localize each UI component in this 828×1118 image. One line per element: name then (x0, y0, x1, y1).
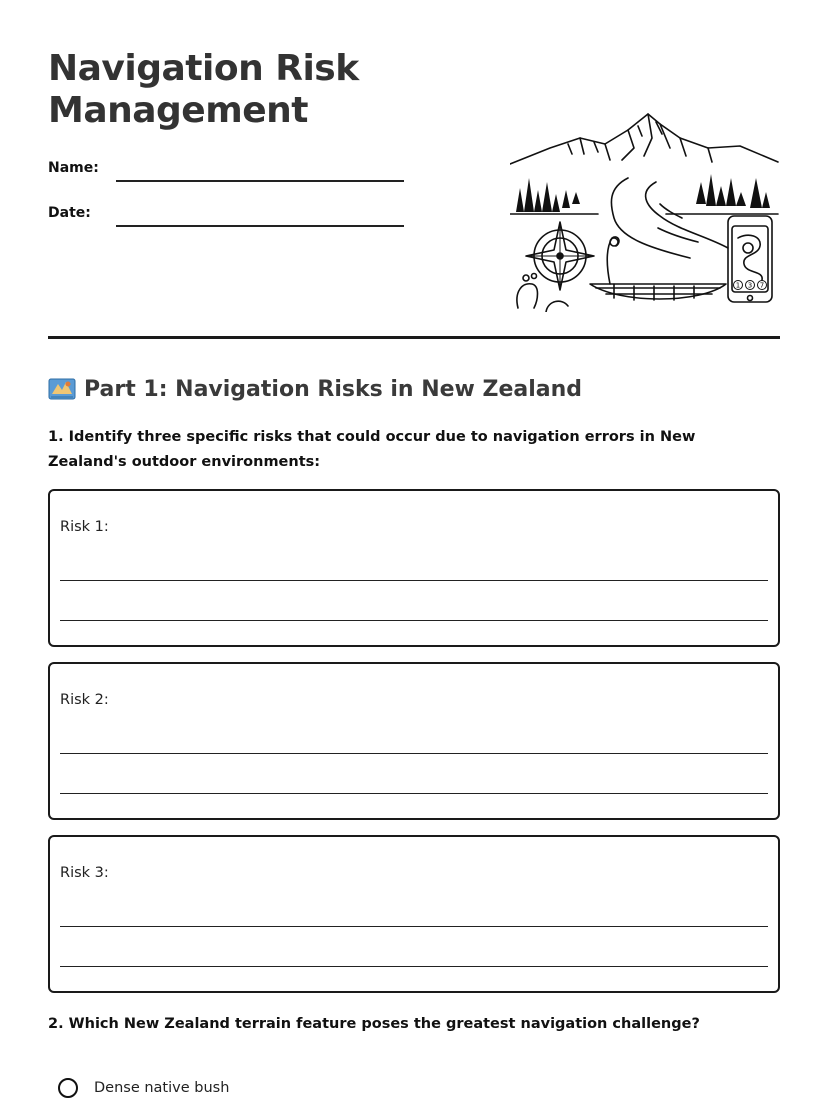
risk-label-1: Risk 1: (60, 519, 109, 535)
date-field[interactable] (116, 225, 404, 227)
date-label: Date: (48, 205, 91, 221)
answer-line[interactable] (60, 966, 768, 967)
part1-heading-text: Part 1: Navigation Risks in New Zealand (84, 376, 583, 402)
question-1: 1. Identify three specific risks that could occur due to navigation errors in New Zealand's outdoor environments: (48, 429, 696, 470)
radio-button[interactable] (58, 1078, 78, 1098)
risk-answer-box-3[interactable] (48, 835, 780, 993)
waka-canoe-icon (590, 237, 726, 300)
name-field[interactable] (116, 180, 404, 182)
risk-label-3: Risk 3: (60, 865, 109, 881)
name-label: Name: (48, 160, 99, 176)
option-label: Dense native bush (94, 1080, 230, 1096)
section-divider (48, 336, 780, 339)
answer-line[interactable] (60, 793, 768, 794)
option-dense-native-bush[interactable] (58, 1078, 229, 1098)
mountain-icon (510, 114, 778, 164)
phone-button-1: 1 (735, 281, 741, 290)
map-icon (48, 376, 76, 402)
risk-answer-box-1[interactable] (48, 489, 780, 647)
page-title (48, 48, 359, 132)
compass-icon (526, 222, 594, 290)
answer-line[interactable] (60, 620, 768, 621)
title-line-1: Navigation Risk (48, 48, 359, 89)
header-illustration (510, 108, 782, 312)
answer-line[interactable] (60, 753, 768, 754)
question-2: 2. Which New Zealand terrain feature poses the greatest navigation challenge? (48, 1016, 700, 1032)
phone-button-7: 7 (759, 281, 765, 290)
answer-line[interactable] (60, 926, 768, 927)
worksheet-page (48, 0, 780, 1118)
answer-line[interactable] (60, 580, 768, 581)
part1-heading (48, 374, 582, 404)
title-line-2: Management (48, 90, 308, 131)
risk-answer-box-2[interactable] (48, 662, 780, 820)
risk-label-2: Risk 2: (60, 692, 109, 708)
phone-button-3: 3 (747, 281, 753, 290)
trees-icon (516, 174, 770, 212)
